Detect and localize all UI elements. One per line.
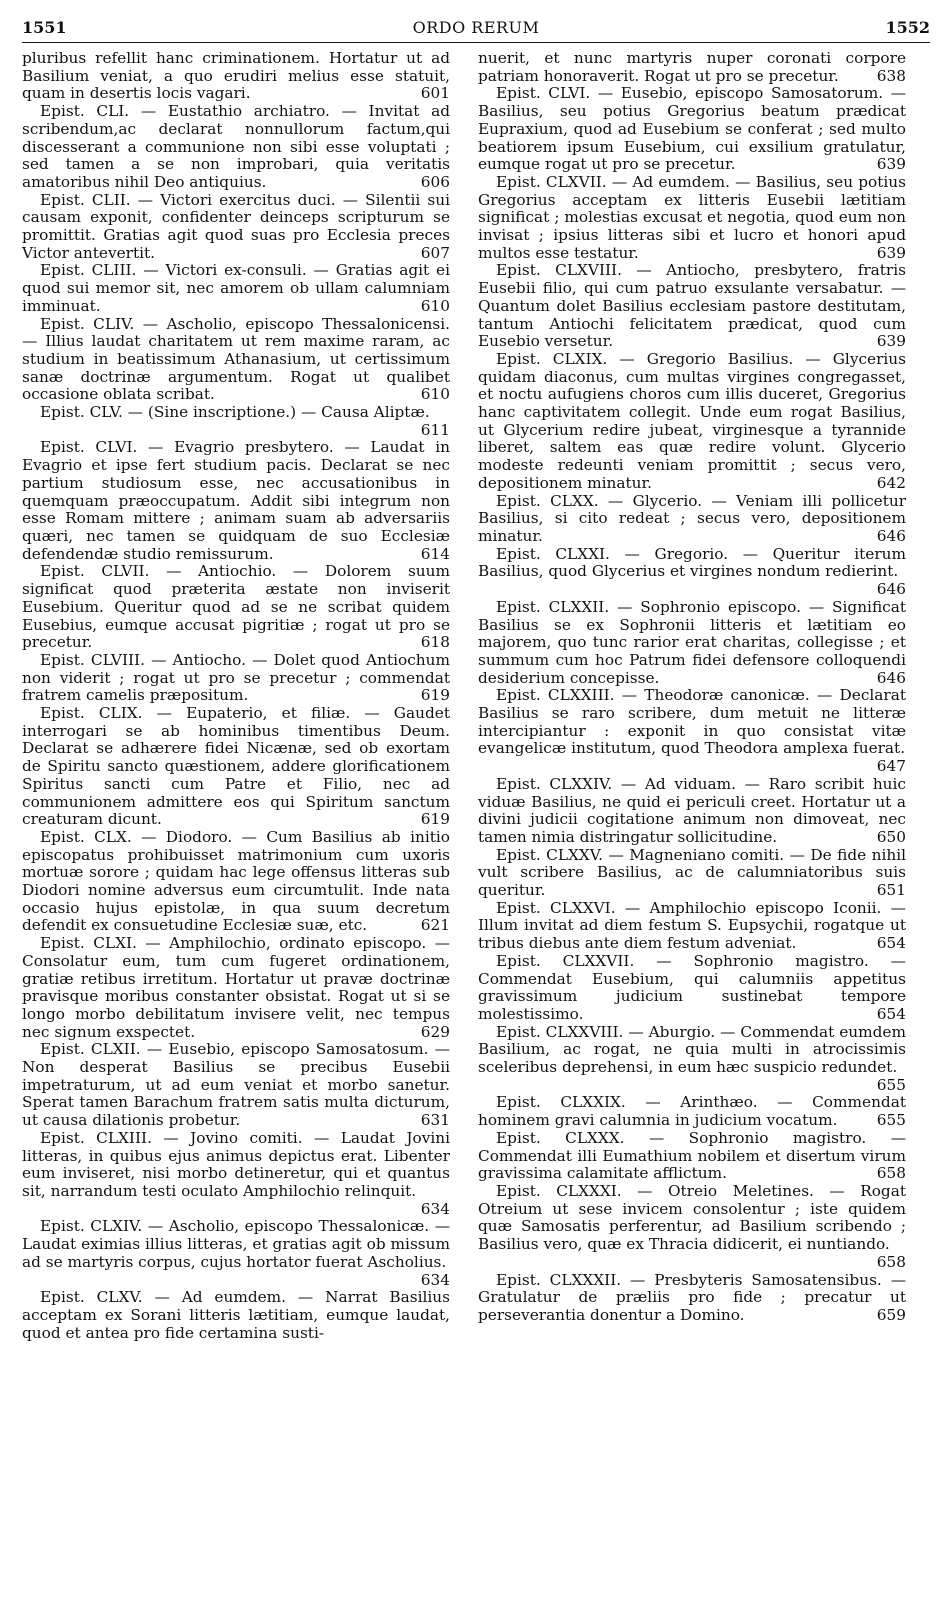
index-entry xyxy=(478,1130,906,1183)
entry-summary: — Presbyteris Samosatensibus. — Gratulatur de præliis pro fide ; precatur ut perseverantia donentur a Domino. xyxy=(478,1270,906,1324)
entry-summary: nuerit, et nunc martyris nuper coronati corpore patriam honoraverit. Rogat ut pro se precetur. xyxy=(478,49,906,85)
index-entry xyxy=(478,599,906,688)
index-entry xyxy=(478,1094,906,1129)
index-entry xyxy=(478,1272,906,1325)
entry-summary: — Victori ex-consuli. — Gratias agit ei quod sui memor sit, nec amorem ob ullam calumniam imminuat. xyxy=(22,261,450,315)
page-reference: 650 xyxy=(876,827,906,846)
page-reference: 654 xyxy=(876,934,906,953)
entry-summary: — (Sine inscriptione.) — Causa Aliptæ. xyxy=(127,403,430,422)
index-entry xyxy=(22,103,450,192)
page-reference: 629 xyxy=(420,1022,450,1041)
epistle-number: Epist. CLII. xyxy=(40,190,131,209)
index-entry xyxy=(22,192,450,263)
epistle-number: Epist. CLXXIV. xyxy=(496,774,613,793)
right-page-number: 1552 xyxy=(885,18,930,37)
entry-summary: — Evagrio presbytero. — Laudat in Evagrio et ipse fert studium pacis. Declarat se nec partium studiosum esse, nec accusationibus in quemquam præoccupatum. Addit sibi integrum non esse Romam mittere ; animam suam ab adversariis quæri, nec tamen se quidquam de suo Ecclesiæ defendendæ studio remissurum. xyxy=(22,438,450,563)
page-reference: 606 xyxy=(420,172,450,191)
epistle-number: Epist. CLXII. xyxy=(40,1040,141,1059)
page-reference: 610 xyxy=(420,296,450,315)
epistle-number: Epist. CLVI. xyxy=(40,438,138,457)
entry-summary: — Antiocho. — Dolet quod Antiochum non viderit ; rogat ut pro se precetur ; commendat fratrem camelis præpositum. xyxy=(22,650,450,705)
index-entry xyxy=(478,847,906,900)
epistle-number: Epist. CLXVIII. xyxy=(496,261,622,280)
page-reference: 658 xyxy=(876,1252,906,1271)
index-entry xyxy=(478,85,906,174)
right-column xyxy=(478,50,906,1325)
epistle-number: Epist. CLVIII. xyxy=(40,650,145,669)
entry-summary: — Arinthæo. — Commendat hominem gravi calumnia in judicium vocatum. xyxy=(478,1093,906,1130)
page-reference: 621 xyxy=(420,916,450,935)
entry-summary: — Sophronio magistro. — Commendat illi Eumathium nobilem et disertum virum gravissima calamitate afflictum. xyxy=(478,1128,906,1183)
index-entry xyxy=(22,1289,450,1342)
entry-summary: — Magneniano comiti. — De fide nihil vult scribere Basilius, ac de calumniatoribus suis queritur. xyxy=(478,845,906,900)
epistle-number: Epist. CLV. xyxy=(40,403,123,422)
entry-summary: — Aburgio. — Commendat eumdem Basilium, ac rogat, ne quia multi in atrocissimis sceleribus deprehensi, in eum hæc suspicio redundet. xyxy=(478,1022,906,1077)
page-reference: 610 xyxy=(420,385,450,404)
index-entry xyxy=(478,262,906,351)
index-entry xyxy=(22,652,450,705)
page-reference: 634 xyxy=(420,1270,450,1289)
entry-summary: — Eupaterio, et filiæ. — Gaudet interrogari se ab hominibus timentibus Deum. Declarat se adhærere fidei Nicænæ, sed ob exortam de Spiritu sancto quæstionem, addere glorificationem Spiritus sancti cum Patre et Filio, nec ad communionem admittere eos qui Spiritum sanctum creaturam dicunt. xyxy=(22,704,450,829)
page-reference: 601 xyxy=(420,84,450,103)
entry-summary: — Otreio Meletines. — Rogat Otreium ut sese invicem consolentur ; iste quidem quæ Samosatis perferentur, ad Basilium scribendo ; Basilius vero, quæ ex Thracia didicerit, ei nuntiando. xyxy=(478,1182,906,1254)
page-header xyxy=(22,14,930,43)
left-column xyxy=(22,50,450,1342)
index-entry xyxy=(22,439,450,563)
index-entry xyxy=(478,900,906,953)
index-entry xyxy=(478,687,906,776)
page-reference: 647 xyxy=(876,757,906,776)
index-entry xyxy=(22,705,450,829)
epistle-number: Epist. CLXXIX. xyxy=(496,1093,626,1112)
page-reference: 655 xyxy=(876,1111,906,1130)
index-entry xyxy=(478,1183,906,1272)
entry-summary: — Diodoro. — Cum Basilius ab initio episcopatus prohibuisset matrimonium cum uxoris mortuæ sorore ; quidam hac lege offensus litteras sub Diodori nomine adversus eum circumtulit. Inde nata occasio hujus epistolæ, in qua suum decretum defendit ex consuetudine Ecclesiæ suæ, etc. xyxy=(22,827,450,935)
page-reference: 619 xyxy=(420,810,450,829)
entry-summary: — Ascholio, episcopo Thessalonicensi. — Illius laudat charitatem ut rem maxime raram, ac studium in beatissimum Athanasium, ut certissimum sanæ doctrinæ argumentum. Rogat ut qualibet occasione oblata scribat. xyxy=(22,314,451,404)
epistle-number: Epist. CLXIII. xyxy=(40,1128,152,1147)
page-reference: 611 xyxy=(420,420,450,439)
page-reference: 654 xyxy=(876,1004,906,1023)
index-entry xyxy=(478,546,906,599)
page-reference: 646 xyxy=(876,668,906,687)
epistle-number: Epist. CLIX. xyxy=(40,704,143,723)
page-reference: 619 xyxy=(420,686,450,705)
entry-summary: — Jovino comiti. — Laudat Jovini litteras, in quibus ejus animus depictus erat. Libenter eum inviseret, nisi morbo detineretur, qui et quantus sit, narrandum testi oculato Amphilochio relinquit. xyxy=(22,1128,450,1200)
index-entry xyxy=(22,262,450,315)
entry-summary: — Victori exercitus duci. — Silentii sui causam exponit, confidenter deinceps scripturum se promittit. Gratias agit quod suas pro Ecclesia preces Victor antevertit. xyxy=(22,190,450,262)
index-entry xyxy=(22,829,450,935)
page-reference: 651 xyxy=(876,881,906,900)
entry-summary: — Amphilochio, ordinato episcopo. — Consolatur eum, tum cum fugeret ordinationem, gratiæ retibus irretitum. Hortatur ut pravæ doctrinæ pravisque moribus constanter obsistat. Rogat ut si se longo morbo debilitatum invisere velit, nec tempus nec signum exspectet. xyxy=(22,934,450,1041)
entry-summary: — Sophronio episcopo. — Significat Basilius se ex Sophronii litteris et lætitiam eo majorem, quo tunc rarior erat charitas, collegisse ; et summum cum hoc Patrum fidei defensore colloquendi desiderium concepisse. xyxy=(478,597,906,687)
epistle-number: Epist. CLVII. xyxy=(40,562,150,581)
epistle-number: Epist. CLVI. xyxy=(496,84,591,103)
entry-summary: — Ad eumdem. — Basilius, seu potius Gregorius acceptam ex litteris Eusebii lætitiam significat ; molestias excusat et negotia, quod eum non invisat ; ipsius litteras sibi et lucro et honori apud multos esse testatur. xyxy=(478,172,906,262)
epistle-number: Epist. CLXXI. xyxy=(496,544,610,563)
page-reference: 639 xyxy=(876,332,906,351)
index-entry xyxy=(478,50,906,85)
page-reference: 646 xyxy=(876,580,906,599)
page-reference: 614 xyxy=(420,544,450,563)
entry-summary: — Gregorio. — Queritur iterum Basilius, quod Glycerius et virgines nondum redierint. xyxy=(478,544,906,581)
epistle-number: Epist. CLXXIII. xyxy=(496,686,615,705)
index-entry xyxy=(22,935,450,1041)
entry-summary: — Eusebio, episcopo Samosatorum. — Basilius, seu potius Gregorius beatum prædicat Eupraxium, quod ad Eusebium se conferat ; sed multo beatiorem ipsum Eusebium, cui exsilium gratulatur, eumque rogat ut pro se precetur. xyxy=(478,84,906,174)
epistle-number: Epist. CLXXX. xyxy=(496,1128,625,1147)
index-entry xyxy=(478,174,906,263)
epistle-number: Epist. CLXV. xyxy=(40,1288,143,1307)
page-reference: 607 xyxy=(420,243,450,262)
epistle-number: Epist. CLXXV. xyxy=(496,845,604,864)
index-entry xyxy=(22,316,450,405)
epistle-number: Epist. CLI. xyxy=(40,102,130,121)
entry-summary: — Antiochio. — Dolorem suum significat quod præterita æstate non inviserit Eusebium. Queritur quod ad se ne scribat quidem Eusebius, eumque accusat pigritiæ ; rogat ut pro se precetur. xyxy=(22,562,450,652)
epistle-number: Epist. CLXVII. xyxy=(496,172,607,191)
epistle-number: Epist. CLXXII. xyxy=(496,597,610,616)
index-entry xyxy=(22,1218,450,1289)
index-entry xyxy=(22,1041,450,1130)
index-entry xyxy=(22,50,450,103)
epistle-number: Epist. CLIV. xyxy=(40,314,135,333)
entry-summary: — Ad viduam. — Raro scribit huic viduæ Basilius, ne quid ei periculi creet. Hortatur ut a divini judicii cogitatione animum non dimoveat, nec tamen nimia distringatur sollicitudine. xyxy=(478,774,906,846)
index-entry xyxy=(478,351,906,493)
epistle-number: Epist. CLXXXI. xyxy=(496,1182,622,1200)
epistle-number: Epist. CLXX. xyxy=(496,491,599,510)
epistle-number: Epist. CLXXVI. xyxy=(496,898,616,917)
page-reference: 634 xyxy=(420,1199,450,1218)
page-reference: 631 xyxy=(420,1111,450,1130)
index-entry xyxy=(22,404,450,439)
left-page-number: 1551 xyxy=(22,18,67,37)
page-reference: 646 xyxy=(876,526,906,545)
index-entry xyxy=(22,1130,450,1219)
index-entry xyxy=(478,1024,906,1095)
index-entry xyxy=(478,953,906,1024)
entry-summary: — Gregorio Basilius. — Glycerius quidam diaconus, cum multas virgines congregasset, et noctu aufugiens choros cum illis duceret, Gregorius hanc captivitatem collegit. Unde eum rogat Basilius, ut Glycerium redire jubeat, virginesque a tyrannide liberet, saltem eas quæ redire volunt. Glycerio modeste redeunti veniam promittit ; secus vero, depositionem minatur. xyxy=(478,349,906,492)
index-entry xyxy=(22,563,450,652)
page-reference: 658 xyxy=(876,1164,906,1183)
epistle-number: Epist. CLXIX. xyxy=(496,349,608,368)
epistle-number: Epist. CLXIV. xyxy=(40,1217,143,1236)
epistle-number: Epist. CLXI. xyxy=(40,934,137,953)
epistle-number: Epist. CLIII. xyxy=(40,261,137,280)
page-reference: 639 xyxy=(876,243,906,262)
index-entry xyxy=(478,493,906,546)
entry-summary: — Eusebio, episcopo Samosatosum. — Non desperat Basilius se precibus Eusebii impetraturum, ut ad eum veniat et morbo sanetur. Sperat tamen Barachum fratrem satis multa dicturum, ut causa dilationis probetur. xyxy=(22,1040,451,1130)
entry-summary: — Ascholio, episcopo Thessalonicæ. — Laudat eximias illius litteras, et gratias agit ob missum ad se martyris corpus, cujus hortator fuerat Ascholius. xyxy=(22,1217,450,1271)
entry-summary: — Sophronio magistro. — Commendat Eusebium, qui calumniis appetitus gravissimum judicium sustinebat tempore molestissimo. xyxy=(478,951,906,1023)
epistle-number: Epist. CLXXVII. xyxy=(496,951,635,970)
entry-summary: — Theodoræ canonicæ. — Declarat Basilius se raro scribere, dum metuit ne litteræ intercipiantur : exponit in quo consistat vitæ evangelicæ institutum, quod Theodora amplexa fuerat. xyxy=(478,686,906,758)
index-entry xyxy=(478,776,906,847)
epistle-number: Epist. CLXXXII. xyxy=(496,1270,622,1289)
page-reference: 639 xyxy=(876,155,906,174)
page-reference: 659 xyxy=(876,1305,906,1324)
entry-summary: — Glycerio. — Veniam illi pollicetur Basilius, si cito redeat ; secus vero, depositionem minatur. xyxy=(478,491,907,545)
entry-summary: — Ad eumdem. — Narrat Basilius acceptam ex Sorani litteris lætitiam, eumque laudat, quod et antea pro fide certamina susti- xyxy=(22,1288,450,1342)
entry-summary: — Antiocho, presbytero, fratris Eusebii filio, qui cum patruo exsulante versabatur. — Quantum dolet Basilius ecclesiam pastore destitutam, tantum Antiochi felicitatem prædicat, quod cum Eusebio versetur. xyxy=(478,261,906,351)
page-reference: 642 xyxy=(876,473,906,492)
entry-summary: — Eustathio archiatro. — Invitat ad scribendum,ac declarat nonnullorum factum,qui discesserant a communione non sibi esse voluptati ; sed tamen a se non improbari, quia veritatis amatoribus nihil Deo antiquius. xyxy=(22,102,450,191)
page-reference: 618 xyxy=(420,633,450,652)
page-reference: 638 xyxy=(876,66,906,85)
epistle-number: Epist. CLX. xyxy=(40,827,132,846)
epistle-number: Epist. CLXXVIII. xyxy=(496,1022,624,1041)
page-reference: 655 xyxy=(876,1075,906,1094)
running-title: ORDO RERUM xyxy=(412,18,540,37)
entry-summary: pluribus refellit hanc criminationem. Hortatur ut ad Basilium veniat, a quo erudiri melius esse statuit, quam in desertis locis vagari. xyxy=(22,49,450,103)
entry-summary: — Amphilochio episcopo Iconii. — Illum invitat ad diem festum S. Eupsychii, rogatque ut tribus diebus ante diem festum adveniat. xyxy=(478,898,906,953)
